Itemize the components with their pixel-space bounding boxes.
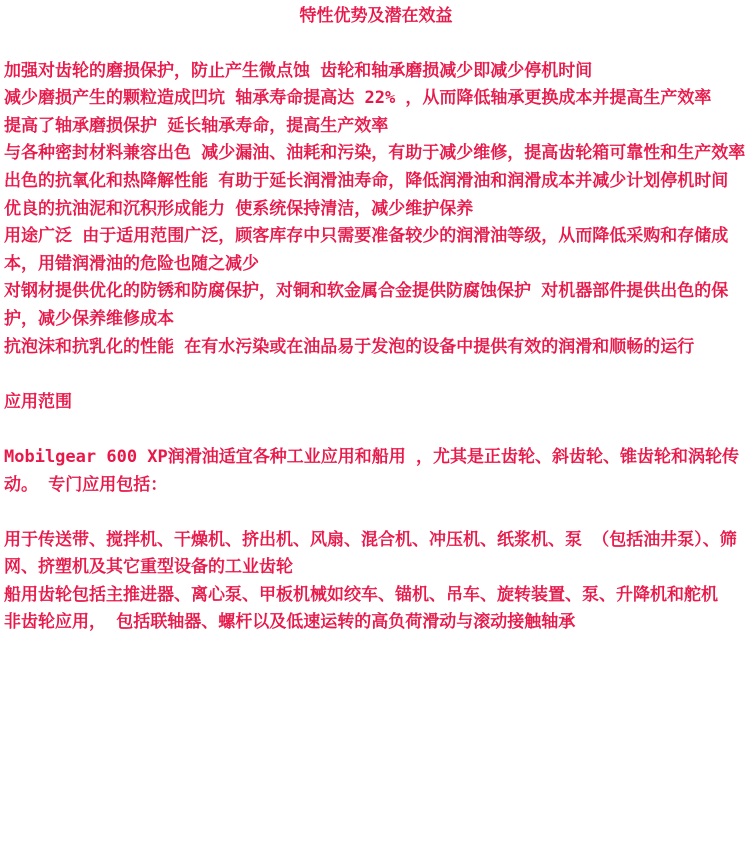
spacer bbox=[4, 361, 748, 389]
benefit-item-8: 对钢材提供优化的防锈和防腐保护，对铜和软金属合金提供防腐蚀保护 对机器部件提供出色的保护，减少保养维修成本 bbox=[4, 281, 729, 329]
benefit-item-2: 减少磨损产生的颗粒造成凹坑 轴承寿命提高达 22% ，从而降低轴承更换成本并提高生产效率 bbox=[4, 88, 712, 109]
benefit-item-9: 抗泡沫和抗乳化的性能 在有水污染或在油品易于发泡的设备中提供有效的润滑和顺畅的运行 bbox=[4, 336, 695, 357]
section-heading-application: 应用范围 bbox=[4, 391, 72, 412]
section-title-benefits: 特性优势及潜在效益 bbox=[299, 6, 453, 26]
benefit-item-3: 提高了轴承磨损保护 延长轴承寿命，提高生产效率 bbox=[4, 115, 389, 136]
spacer bbox=[4, 499, 748, 527]
application-item-2: 船用齿轮包括主推进器、离心泵、甲板机械如绞车、锚机、吊车、旋转装置、泵、升降机和舵机 bbox=[4, 584, 718, 605]
benefit-item-6: 优良的抗油泥和沉积形成能力 使系统保持清洁，减少维护保养 bbox=[4, 198, 474, 219]
spacer bbox=[4, 416, 748, 444]
benefit-item-5: 出色的抗氧化和热降解性能 有助于延长润滑油寿命，降低润滑油和润滑成本并减少计划停机时间 bbox=[4, 170, 729, 191]
benefit-item-1: 加强对齿轮的磨损保护，防止产生微点蚀 齿轮和轴承磨损减少即减少停机时间 bbox=[4, 60, 593, 81]
spacer bbox=[4, 30, 748, 58]
application-item-3: 非齿轮应用， 包括联轴器、螺杆以及低速运转的高负荷滑动与滚动接触轴承 bbox=[4, 612, 576, 633]
document bbox=[4, 2, 748, 637]
application-item-1: 用于传送带、搅拌机、干燥机、挤出机、风扇、混合机、冲压机、纸浆机、泵 （包括油井泵）、筛网、挤塑机及其它重型设备的工业齿轮 bbox=[4, 529, 737, 578]
benefit-item-4: 与各种密封材料兼容出色 减少漏油、油耗和污染，有助于减少维修，提高齿轮箱可靠性和生产效率 bbox=[4, 143, 746, 164]
application-intro: Mobilgear 600 XP润滑油适宜各种工业应用和船用 ，尤其是正齿轮、斜齿轮、锥齿轮和涡轮传动。 专门应用包括： bbox=[4, 446, 739, 495]
benefit-item-7: 用途广泛 由于适用范围广泛，顾客库存中只需要准备较少的润滑油等级，从而降低采购和存储成本，用错润滑油的危险也随之减少 bbox=[4, 226, 729, 274]
